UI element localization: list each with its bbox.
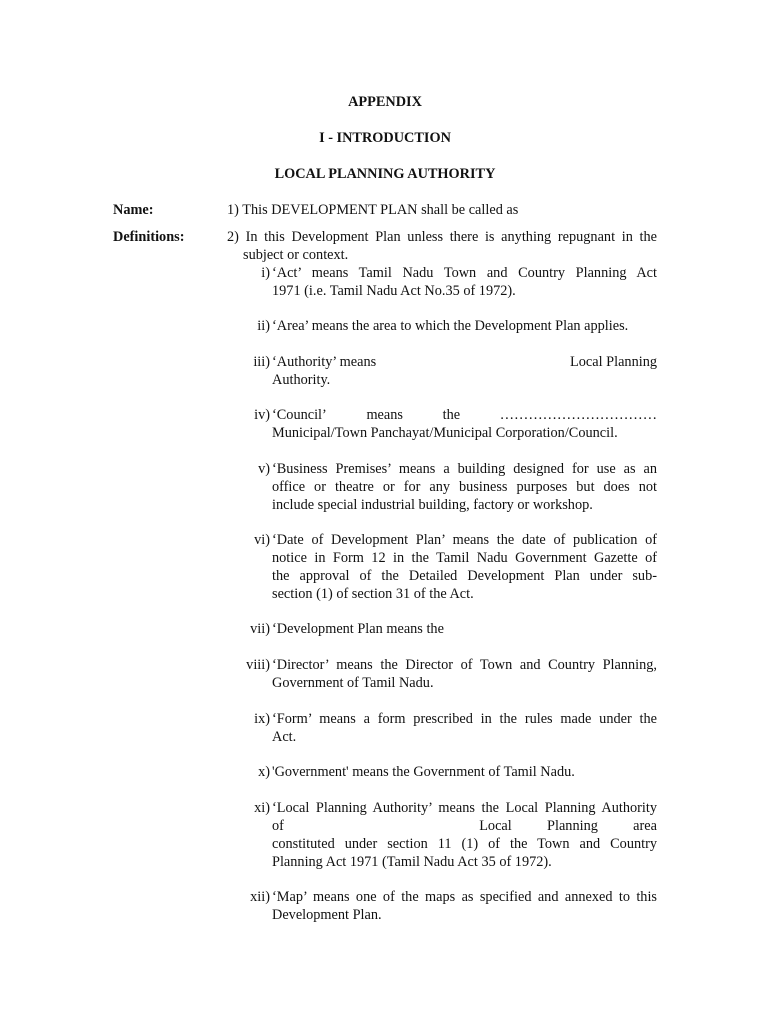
definition-item <box>235 264 657 300</box>
definition-word: the <box>442 407 461 423</box>
definition-line: ‘Development Plan means the <box>272 621 444 637</box>
definition-word: area <box>633 818 657 834</box>
definition-item <box>235 317 657 335</box>
definition-line: ‘Date of Development Plan’ means the date of publication of <box>272 532 657 548</box>
definition-line: section (1) of section 31 of the Act. <box>272 586 474 602</box>
definition-word: ‘Authority’ means <box>272 354 377 370</box>
definition-word: …………………………… <box>499 407 657 423</box>
name-text: 1) This DEVELOPMENT PLAN shall be called as <box>227 202 519 218</box>
definition-number: v) <box>258 461 270 477</box>
definition-item <box>235 531 657 603</box>
definition-line: office or theatre or for any business purposes but does not <box>272 479 657 495</box>
definition-line <box>272 353 657 371</box>
definition-word: means <box>366 407 403 423</box>
definition-line: Municipal/Town Panchayat/Municipal Corporation/Council. <box>272 425 618 441</box>
definition-word: Local Planning <box>570 354 657 370</box>
definition-number: i) <box>261 265 270 281</box>
definitions-intro-line1: 2) In this Development Plan unless there is anything repugnant in the <box>227 229 657 245</box>
definition-number: viii) <box>246 657 270 673</box>
definition-item <box>235 460 657 514</box>
definition-number: ii) <box>257 318 270 334</box>
definition-line: ‘Form’ means a form prescribed in the rules made under the <box>272 711 657 727</box>
definition-line: ‘Director’ means the Director of Town and Country Planning, <box>272 657 657 673</box>
definition-line: include special industrial building, factory or workshop. <box>272 497 593 513</box>
definition-number: ix) <box>254 711 270 727</box>
introduction-heading: I - INTRODUCTION <box>319 130 451 146</box>
definition-number: xii) <box>250 889 270 905</box>
definition-line: the approval of the Detailed Development Plan under sub- <box>272 568 657 584</box>
definition-item <box>235 763 657 781</box>
definition-item <box>235 353 657 389</box>
definition-number: vii) <box>250 621 270 637</box>
definition-number: xi) <box>254 800 270 816</box>
definition-item <box>235 888 657 924</box>
definitions-intro <box>227 228 657 264</box>
definition-number: iii) <box>253 354 270 370</box>
definition-item <box>235 799 657 871</box>
definition-number: x) <box>258 764 270 780</box>
definition-line: Government of Tamil Nadu. <box>272 675 434 691</box>
definition-line: ‘Map’ means one of the maps as specified and annexed to this <box>272 889 657 905</box>
definition-line: ‘Local Planning Authority’ means the Local Planning Authority <box>272 800 657 816</box>
definition-word: Planning <box>547 818 598 834</box>
definition-line: 1971 (i.e. Tamil Nadu Act No.35 of 1972). <box>272 283 516 299</box>
definition-line: 'Government' means the Government of Tamil Nadu. <box>272 764 575 780</box>
definition-line: Authority. <box>272 372 331 388</box>
definition-line: ‘Business Premises’ means a building designed for use as an <box>272 461 657 477</box>
definition-line: Development Plan. <box>272 907 382 923</box>
definition-line: notice in Form 12 in the Tamil Nadu Government Gazette of <box>272 550 657 566</box>
definition-item <box>235 710 657 746</box>
definition-line: ‘Area’ means the area to which the Development Plan applies. <box>272 318 629 334</box>
definition-line: constituted under section 11 (1) of the Town and Country <box>272 836 657 852</box>
definition-line: Act. <box>272 729 297 745</box>
definition-number: vi) <box>254 532 270 548</box>
definition-item <box>235 406 657 442</box>
definition-word: Local <box>479 818 512 834</box>
appendix-heading: APPENDIX <box>348 94 422 110</box>
definition-word: ‘Council’ <box>272 407 327 423</box>
name-label: Name: <box>113 202 154 218</box>
definition-line <box>272 817 657 835</box>
definition-word: of <box>272 818 284 834</box>
definition-line: Planning Act 1971 (Tamil Nadu Act 35 of 1972). <box>272 854 552 870</box>
definition-item <box>235 620 657 638</box>
definitions-label: Definitions: <box>113 229 185 245</box>
local-planning-authority-heading: LOCAL PLANNING AUTHORITY <box>274 166 496 182</box>
definition-line: ‘Act’ means Tamil Nadu Town and Country Planning Act <box>272 265 657 281</box>
definition-line <box>272 406 657 424</box>
definitions-intro-line2: subject or context. <box>243 247 349 263</box>
definition-number: iv) <box>254 407 270 423</box>
definition-item <box>235 656 657 692</box>
